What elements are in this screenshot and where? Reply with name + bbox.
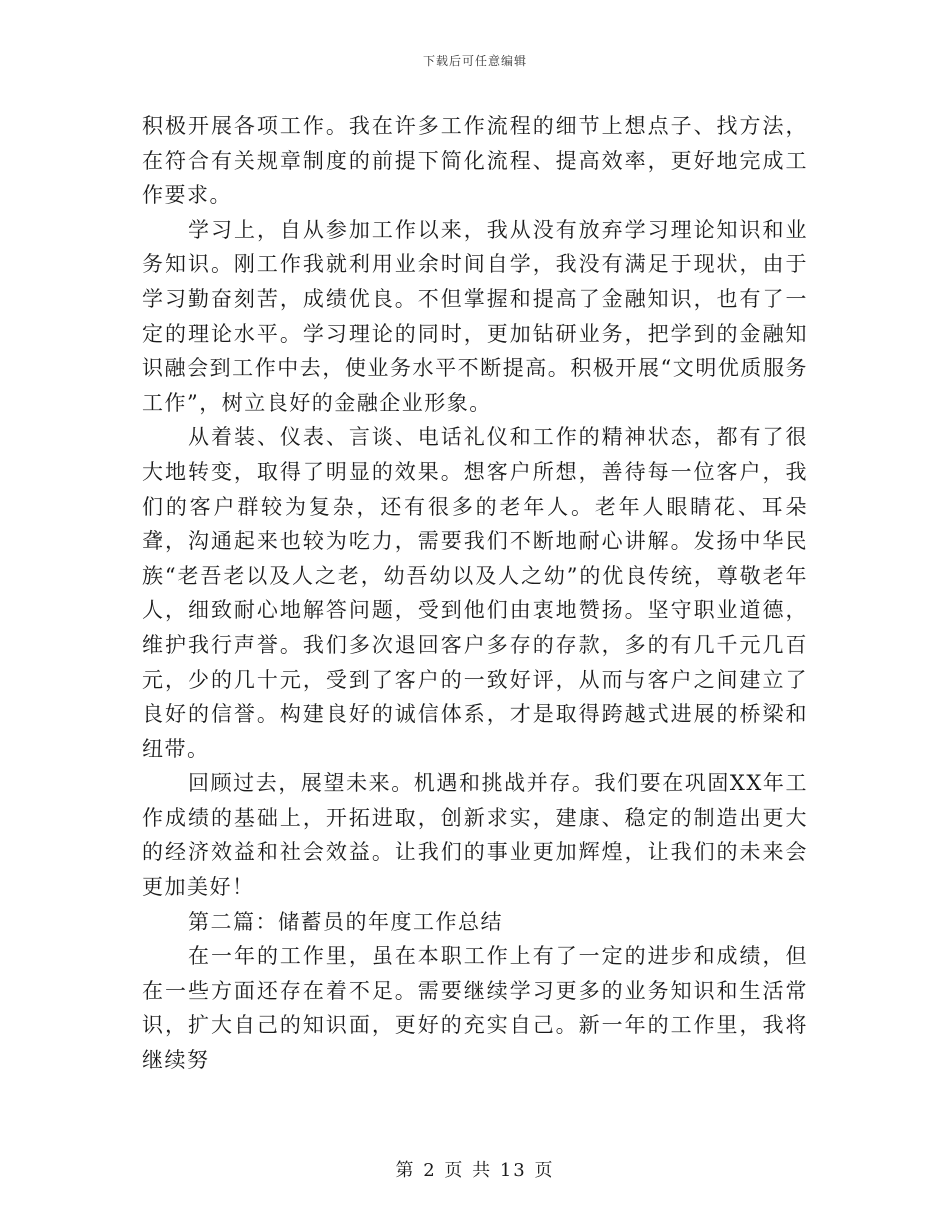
paragraph-5: 在一年的工作里，虽在本职工作上有了一定的进步和成绩，但在一些方面还存在着不足。需要继续学习更多的业务知识和生活常识，扩大自己的知识面，更好的充实自己。新一年的工作里，我将继续努 <box>142 944 808 1073</box>
paragraph-3: 从着装、仪表、言谈、电话礼仪和工作的精神状态，都有了很大地转变，取得了明显的效果。想客户所想，善待每一位客户，我们的客户群较为复杂，还有很多的老年人。老年人眼睛花、耳朵聋，沟通起来也较为吃力，需要我们不断地耐心讲解。发扬中华民族“老吾老以及人之老，幼吾幼以及人之幼”的优良传统，尊敬老年人，细致耐心地解答问题，受到他们由衷地赞扬。坚守职业道德，维护我行声誉。我们多次退回客户多存的存款，多的有几千元几百元，少的几十元，受到了客户的一致好评，从而与客户之间建立了良好的信誉。构建良好的诚信体系，才是取得跨越式进展的桥梁和纽带。 <box>142 425 808 761</box>
page-header: 下载后可任意编辑 <box>422 54 527 68</box>
paragraph-1: 积极开展各项工作。我在许多工作流程的细节上想点子、找方法，在符合有关规章制度的前提下简化流程、提高效率，更好地完成工作要求。 <box>142 114 808 208</box>
page-number: 第 2 页 共 13 页 <box>395 1160 555 1181</box>
section-heading: 第二篇：储蓄员的年度工作总结 <box>188 909 503 934</box>
paragraph-2: 学习上，自从参加工作以来，我从没有放弃学习理论知识和业务知识。刚工作我就利用业余时间自学，我没有满足于现状，由于学习勤奋刻苦，成绩优良。不但掌握和提高了金融知识，也有了一定的理论水平。学习理论的同时，更加钻研业务，把学到的金融知识融会到工作中去，使业务水平不断提高。积极开展“文明优质服务工作”，树立良好的金融企业形象。 <box>142 217 808 415</box>
document-body <box>142 109 808 1078</box>
paragraph-4: 回顾过去，展望未来。机遇和挑战并存。我们要在巩固XX年工作成绩的基础上，开拓进取，创新求实，建康、稳定的制造出更大的经济效益和社会效益。让我们的事业更加辉煌，让我们的未来会更加美好！ <box>142 771 808 900</box>
